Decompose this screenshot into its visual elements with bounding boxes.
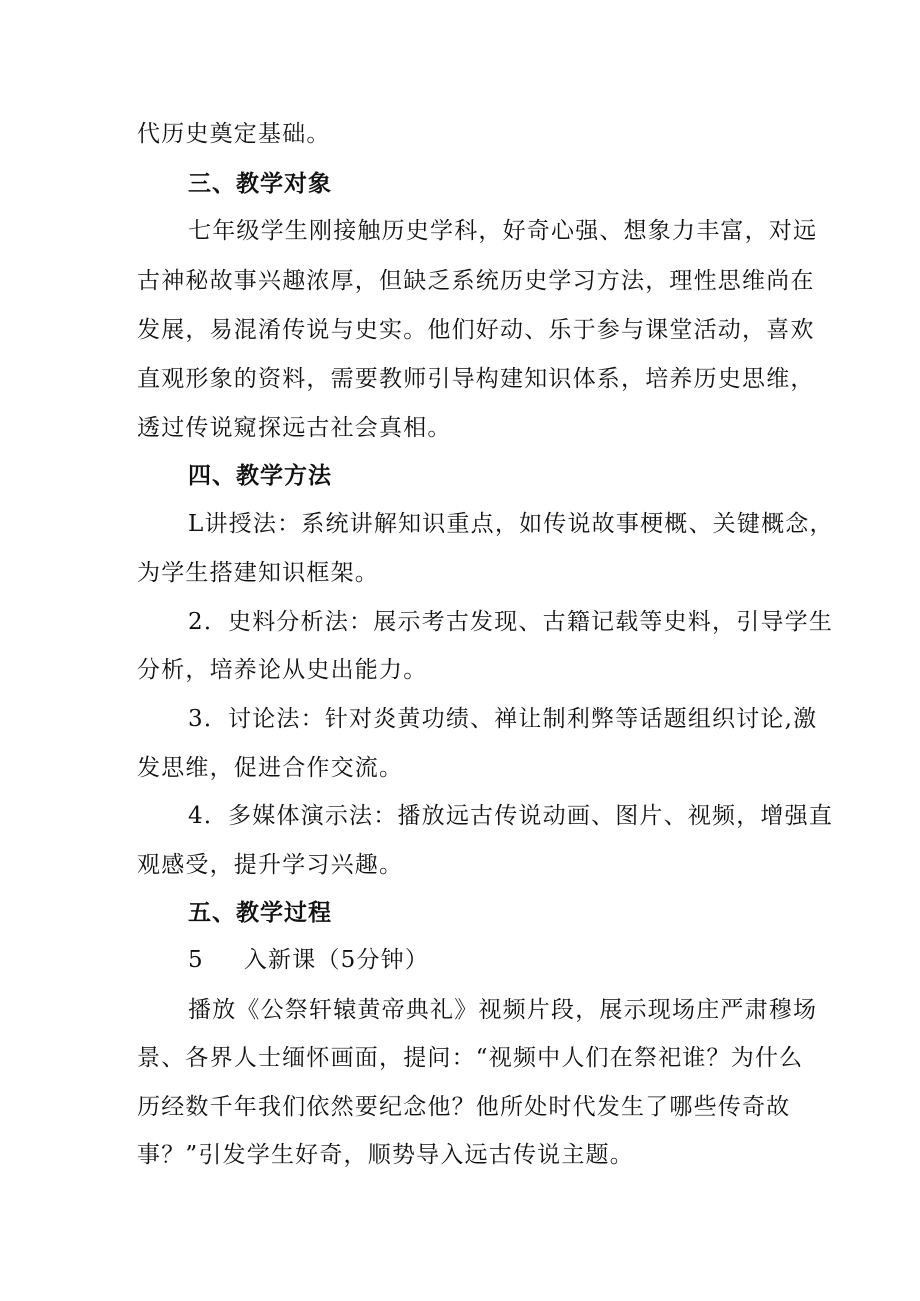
paragraph-line: 为学生搭建知识框架。	[137, 560, 379, 586]
paragraph-line: 历经数千年我们依然要纪念他？他所处时代发生了哪些传奇故	[137, 1094, 791, 1120]
paragraph-line: 发思维，促进合作交流。	[137, 755, 404, 781]
paragraph-line: L讲授法：系统讲解知识重点，如传说故事梗概、关键概念，	[188, 511, 834, 537]
section-heading: 五、教学过程	[188, 900, 332, 926]
paragraph-line: 播放《公祭轩辕黄帝典礼》视频片段，展示现场庄严肃穆场	[188, 997, 818, 1023]
paragraph-line: 发展，易混淆传说与史实。他们好动、乐于参与课堂活动，喜欢	[137, 317, 815, 343]
paragraph-line: 2．史料分析法：展示考古发现、古籍记载等史料，引导学生	[188, 609, 834, 635]
paragraph-line: 七年级学生刚接触历史学科，好奇心强、想象力丰富，对远	[188, 218, 818, 244]
paragraph-line: 景、各界人士缅怀画面，提问：“视频中人们在祭祀谁？为什么	[137, 1045, 804, 1071]
section-heading: 三、教学对象	[188, 171, 332, 197]
subsection-number: 5	[188, 947, 204, 973]
subsection-title: 入新课（5分钟）	[243, 947, 430, 973]
paragraph-line: 4．多媒体演示法：播放远古传说动画、图片、视频，增强直	[188, 803, 834, 829]
paragraph-line: 观感受，提升学习兴趣。	[137, 852, 404, 878]
paragraph-line: 直观形象的资料，需要教师引导构建知识体系，培养历史思维，	[137, 366, 815, 392]
section-heading: 四、教学方法	[188, 463, 332, 489]
paragraph-line: 3．讨论法：针对炎黄功绩、禅让制利弊等话题组织讨论,激	[188, 706, 818, 732]
paragraph-line: 代历史奠定基础。	[137, 121, 331, 147]
subsection-line	[188, 945, 429, 975]
paragraph-line: 透过传说窥探远古社会真相。	[137, 415, 452, 441]
paragraph-line: 事？”引发学生好奇，顺势导入远古传说主题。	[137, 1142, 634, 1168]
paragraph-line: 分析，培养论从史出能力。	[137, 657, 428, 683]
paragraph-line: 古神秘故事兴趣浓厚，但缺乏系统历史学习方法，理性思维尚在	[137, 268, 815, 294]
